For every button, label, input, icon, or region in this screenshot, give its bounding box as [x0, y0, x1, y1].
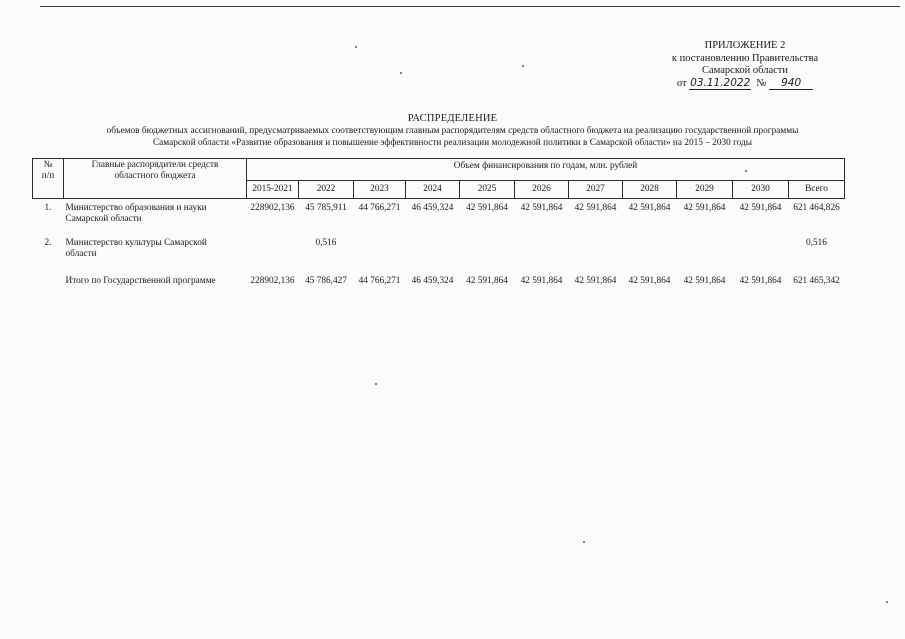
row-value: 42 591,864 [683, 203, 726, 213]
row-value [247, 238, 299, 276]
row-value: 42 591,864 [466, 275, 508, 286]
row-value: 42 591,864 [466, 203, 508, 213]
row-value: 42 591,864 [520, 203, 563, 213]
row-value: 45 786,427 [305, 275, 347, 286]
scan-speck [355, 46, 357, 48]
row-value: 42 591,864 [520, 275, 563, 286]
row-number [33, 276, 64, 296]
row-value [569, 238, 623, 276]
row-value: 42 591,864 [574, 203, 617, 213]
appendix-resolution-line: к постановлению Правительства [671, 52, 819, 64]
row-value [515, 238, 569, 276]
col-header: 2029 [677, 181, 733, 199]
row-value: 46 459,324 [411, 275, 454, 286]
scan-border-line [40, 6, 900, 7]
col-header: 2028 [623, 181, 677, 199]
row-value: 44 766,271 [358, 275, 401, 286]
row-value [406, 238, 460, 276]
col-header: 2015-2021 [247, 181, 299, 199]
row-value: 44 766,271 [358, 203, 401, 213]
row-value: 42 591,864 [683, 275, 726, 286]
col-header: 2023 [354, 181, 406, 199]
handwritten-date: 03.11.2022 [690, 76, 751, 89]
row-distributor: Министерство культуры Самарской области [65, 237, 207, 259]
row-value: 42 591,864 [628, 275, 671, 286]
row-value: 228902,136 [250, 203, 295, 213]
appendix-header [660, 40, 830, 90]
budget-table [32, 158, 845, 296]
document-title: РАСПРЕДЕЛЕНИЕ [407, 113, 498, 124]
row-value: 42 591,864 [739, 275, 782, 286]
row-number: 1. [44, 203, 52, 213]
row-value: 42 591,864 [628, 203, 671, 213]
col-header: 2026 [515, 181, 569, 199]
scan-speck [375, 383, 377, 385]
header-distributor: Главные распорядители средств областного бюджета [64, 159, 247, 199]
row-value [733, 238, 789, 276]
col-header: 2025 [460, 181, 515, 199]
col-header: 2027 [569, 181, 623, 199]
scan-speck [400, 72, 402, 74]
scan-speck [886, 601, 888, 603]
row-total: 621 464,826 [793, 203, 840, 213]
table-row [33, 199, 845, 238]
date-prefix: от [676, 77, 687, 89]
row-distributor: Итого по Государственной программе [65, 275, 216, 286]
row-value: 42 591,864 [739, 203, 782, 213]
table-row-total [33, 276, 845, 296]
number-prefix: № [756, 77, 767, 89]
col-header: 2022 [299, 181, 354, 199]
scan-speck [522, 65, 524, 67]
row-total: 621 465,342 [793, 275, 840, 286]
header-funding-group: Объем финансирования по годам, млн. рублей [247, 159, 845, 181]
row-value: 46 459,324 [411, 203, 454, 213]
col-header: Всего [789, 181, 845, 199]
row-value [623, 238, 677, 276]
table-header-row [33, 159, 845, 181]
row-value: 42 591,864 [574, 275, 617, 286]
row-value: 228902,136 [250, 275, 295, 286]
header-number: № п/п [33, 159, 64, 199]
scan-speck [745, 170, 747, 172]
row-value [677, 238, 733, 276]
appendix-title: ПРИЛОЖЕНИЕ 2 [704, 40, 786, 51]
row-value [460, 238, 515, 276]
row-number: 2. [44, 237, 52, 248]
row-distributor: Министерство образования и науки Самарской области [65, 203, 207, 224]
appendix-date-line [660, 78, 830, 91]
scan-speck [583, 541, 585, 543]
row-value [354, 238, 406, 276]
subtitle-line-1: объемов бюджетных ассигнований, предусматриваемых соответствующим главным распорядителям средств областного бюджета на реализацию государственной программы [106, 126, 799, 136]
subtitle-line-2: Самарской области «Развитие образования и повышение эффективности реализации молодежной политики в Самарской области» на 2015 – 2030 годы [152, 138, 753, 148]
table-row [33, 238, 845, 276]
row-total: 0,516 [806, 237, 827, 248]
col-header: 2030 [733, 181, 789, 199]
appendix-region-line: Самарской области [702, 65, 788, 76]
col-header: 2024 [406, 181, 460, 199]
row-value: 0,516 [315, 237, 337, 248]
row-value: 45 785,911 [305, 203, 347, 213]
document-subtitle [20, 125, 885, 149]
handwritten-number: 940 [769, 78, 813, 90]
